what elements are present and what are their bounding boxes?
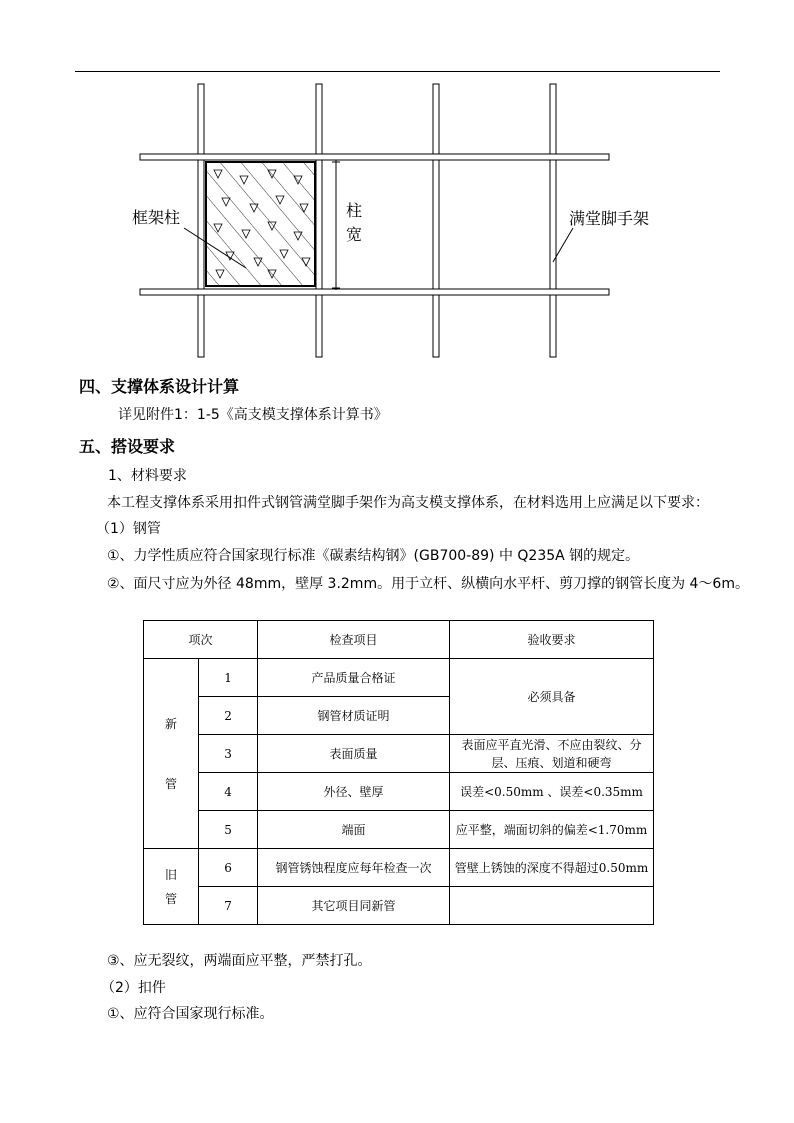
table-header-row <box>144 621 654 659</box>
label-frame-column: 框架柱 <box>132 208 181 227</box>
row-req: 管壁上锈蚀的深度不得超过0.50mm <box>450 849 654 887</box>
steel-pipe-p2: ②、面尺寸应为外径 48mm，壁厚 3.2mm。用于立杆、纵横向水平杆、剪刀撑的钢管长度为 4～6m。 <box>107 576 749 592</box>
header-req: 验收要求 <box>450 621 654 659</box>
row-no: 1 <box>199 659 258 697</box>
table-row <box>144 773 654 811</box>
table-row <box>144 735 654 773</box>
label-width-char2: 宽 <box>346 225 363 244</box>
group-new: 新 管 <box>144 659 199 849</box>
header-no: 项次 <box>144 621 258 659</box>
row-no: 4 <box>199 773 258 811</box>
header-item: 检查项目 <box>258 621 450 659</box>
table-row <box>144 887 654 925</box>
steel-pipe-heading: （1）钢管 <box>96 521 161 537</box>
section4-line1: 详见附件1：1-5《高支模支撑体系计算书》 <box>118 407 388 423</box>
steel-pipe-p1: ①、力学性质应符合国家现行标准《碳素结构钢》(GB700-89) 中 Q235A 钢的规定。 <box>107 548 640 564</box>
row-item: 表面质量 <box>258 735 450 773</box>
row-no: 3 <box>199 735 258 773</box>
table-row <box>144 811 654 849</box>
section5-heading: 五、搭设要求 <box>79 437 176 456</box>
row-item: 外径、壁厚 <box>258 773 450 811</box>
row-item: 钢管锈蚀程度应每年检查一次 <box>258 849 450 887</box>
material-intro: 本工程支撑体系采用扣件式钢管满堂脚手架作为高支模支撑体系，在材料选用上应满足以下要求： <box>107 495 709 511</box>
fastener-heading: （2）扣件 <box>101 980 166 996</box>
label-scaffold: 满堂脚手架 <box>569 209 650 228</box>
row-no: 2 <box>199 697 258 735</box>
row-item: 产品质量合格证 <box>258 659 450 697</box>
label-width-char1: 柱 <box>346 201 363 220</box>
row-req: 应平整，端面切斜的偏差<1.70mm <box>450 811 654 849</box>
width-dimension <box>332 160 340 290</box>
row-no: 5 <box>199 811 258 849</box>
row-req: 误差<0.50mm 、误差<0.35mm <box>450 773 654 811</box>
row-no: 6 <box>199 849 258 887</box>
group-old: 旧 管 <box>144 849 199 925</box>
section4-heading: 四、支撑体系设计计算 <box>79 377 240 396</box>
row-item: 端面 <box>258 811 450 849</box>
table-row <box>144 659 654 697</box>
row-req: 表面应平直光滑、不应由裂纹、分层、压痕、划道和硬弯 <box>450 735 654 773</box>
material-heading: 1、材料要求 <box>108 468 187 484</box>
row-req <box>450 887 654 925</box>
inspection-table <box>143 620 654 925</box>
row-item: 其它项目同新管 <box>258 887 450 925</box>
table-row <box>144 849 654 887</box>
scaffold-column-diagram <box>0 0 794 370</box>
row-no: 7 <box>199 887 258 925</box>
row-item: 钢管材质证明 <box>258 697 450 735</box>
row-req: 必须具备 <box>450 659 654 735</box>
fastener-p1: ①、应符合国家现行标准。 <box>107 1006 274 1022</box>
steel-pipe-p3: ③、应无裂纹，两端面应平整，严禁打孔。 <box>107 953 372 969</box>
